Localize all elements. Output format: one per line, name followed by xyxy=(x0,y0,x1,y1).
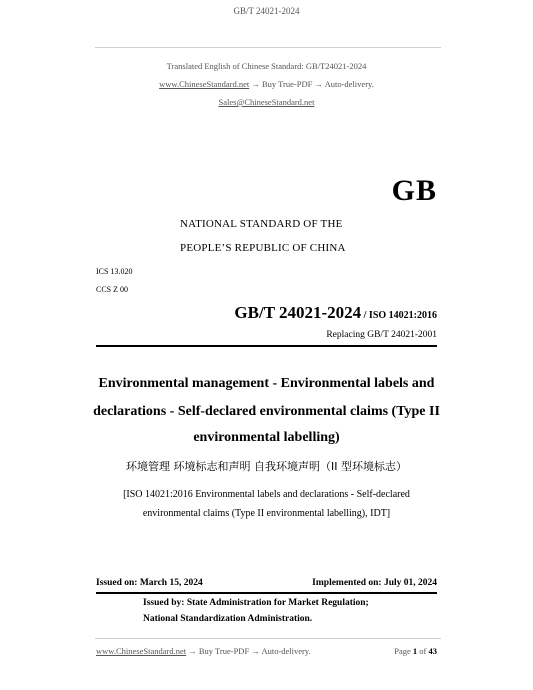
footer-divider xyxy=(95,638,441,639)
email-link[interactable]: Sales@ChineseStandard.net xyxy=(218,97,315,107)
translation-notice: Translated English of Chinese Standard: GB/T24021-2024 xyxy=(166,61,367,71)
page-label: Page xyxy=(394,646,411,656)
chinese-title: 环境管理 环境标志和声明 自我环境声明（II 型环境标志） xyxy=(126,460,407,473)
iso-equivalent: / ISO 14021:2016 xyxy=(361,310,437,321)
standard-code: GB/T 24021-2024 xyxy=(234,303,362,322)
english-title-line3: environmental labelling) xyxy=(193,430,340,445)
issued-on-date: Issued on: March 15, 2024 xyxy=(96,578,203,588)
title-rule xyxy=(96,345,437,347)
issued-by-line2: National Standardization Administration. xyxy=(143,614,313,624)
iso-title-line1: [ISO 14021:2016 Environmental labels and declarations - Self-declared xyxy=(123,489,410,500)
footer-website-link[interactable]: www.ChineseStandard.net xyxy=(96,646,187,656)
national-standard-line1: NATIONAL STANDARD OF THE xyxy=(180,218,343,230)
header-divider xyxy=(95,47,441,48)
english-title-line1: Environmental management - Environmental labels and xyxy=(98,376,435,391)
gb-mark: GB xyxy=(391,174,437,207)
footer-purchase-text: → Buy True-PDF → Auto-delivery. xyxy=(186,646,311,656)
footer-purchase xyxy=(96,646,311,656)
implemented-on-date: Implemented on: July 01, 2024 xyxy=(312,578,437,588)
running-header: GB/T 24021-2024 xyxy=(233,6,300,16)
replacing-note: Replacing GB/T 24021-2001 xyxy=(326,330,437,340)
ics-code: ICS 13.020 xyxy=(96,267,133,276)
iso-title-line2: environmental claims (Type II environmental labelling), IDT] xyxy=(142,508,391,519)
issue-rule xyxy=(96,592,437,594)
page-of: of xyxy=(419,646,427,656)
issued-by-line1: Issued by: State Administration for Market Regulation; xyxy=(143,598,369,608)
page-total: 43 xyxy=(428,646,437,656)
website-link[interactable]: www.ChineseStandard.net xyxy=(159,79,250,89)
page-indicator xyxy=(394,646,437,656)
email-line xyxy=(0,97,533,107)
ccs-code: CCS Z 00 xyxy=(96,285,129,294)
national-standard-line2: PEOPLE’S REPUBLIC OF CHINA xyxy=(180,242,346,254)
purchase-line xyxy=(0,79,533,89)
english-title-line2: declarations - Self-declared environmental claims (Type II xyxy=(93,404,440,419)
purchase-text: → Buy True-PDF → Auto-delivery. xyxy=(249,79,374,89)
page-current: 1 xyxy=(412,646,418,656)
standard-number xyxy=(234,303,437,323)
